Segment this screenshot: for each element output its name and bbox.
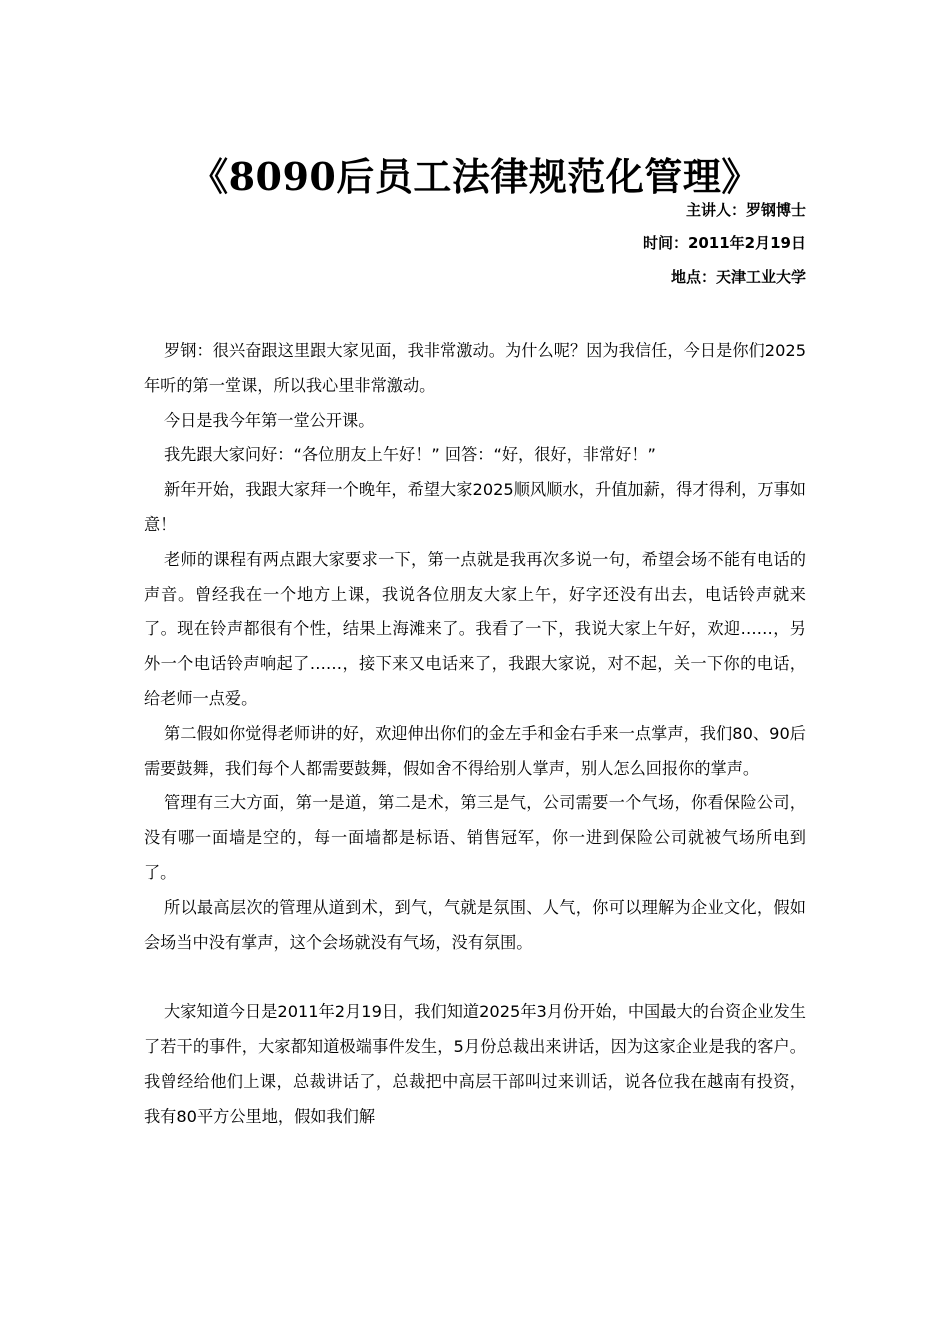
body-paragraph: 我先跟大家问好：“各位朋友上午好！” 回答：“好，很好，非常好！” (164, 445, 656, 465)
date-line: 时间：2011年2月19日 (642, 234, 806, 252)
location-line: 地点：天津工业大学 (670, 268, 806, 286)
body-paragraph: 大家知道今日是2011年2月19日，我们知道2025年3月份开始，中国最大的台资企业发生了若干的事件，大家都知道极端事件发生，5月份总裁出来讲话，因为这家企业是我的客户。我曾经给他们上课，总裁讲话了，总裁把中高层干部叫过来训话，说各位我在越南有投资，我有80平方公里地，假如我们解 (144, 1002, 806, 1126)
body-paragraph: 今日是我今年第一堂公开课。 (164, 410, 375, 430)
speaker-line: 主讲人：罗钢博士 (685, 201, 806, 219)
body-paragraph: 新年开始，我跟大家拜一个晚年，希望大家2025顺风顺水，升值加薪，得才得利，万事如意！ (144, 480, 806, 534)
body-paragraph: 老师的课程有两点跟大家要求一下，第一点就是我再次多说一句，希望会场不能有电话的声音。曾经我在一个地方上课，我说各位朋友大家上午，好字还没有出去，电话铃声就来了。现在铃声都很有个性，结果上海滩来了。我看了一下，我说大家上午好，欢迎……，另外一个电话铃声响起了……，接下来又电话来了，我跟大家说，对不起，关一下你的电话，给老师一点爱。 (144, 549, 806, 708)
document-body (144, 334, 806, 1134)
body-paragraph: 管理有三大方面，第一是道，第二是术，第三是气，公司需要一个气场，你看保险公司，没有哪一面墙是空的，每一面墙都是标语、销售冠军，你一进到保险公司就被气场所电到了。 (144, 793, 806, 882)
paragraph-gap (144, 960, 806, 995)
body-paragraph: 所以最高层次的管理从道到术，到气，气就是氛围、人气，你可以理解为企业文化，假如会场当中没有掌声，这个会场就没有气场，没有氛围。 (144, 897, 806, 952)
body-paragraph: 第二假如你觉得老师讲的好，欢迎伸出你们的金左手和金右手来一点掌声，我们80、90后需要鼓舞，我们每个人都需要鼓舞，假如舍不得给别人掌声，别人怎么回报你的掌声。 (144, 723, 806, 778)
document-title: 《8090后员工法律规范化管理》 (190, 154, 760, 200)
body-paragraph: 罗钢：很兴奋跟这里跟大家见面，我非常激动。为什么呢？因为我信任，今日是你们2025年听的第一堂课，所以我心里非常激动。 (144, 341, 806, 395)
